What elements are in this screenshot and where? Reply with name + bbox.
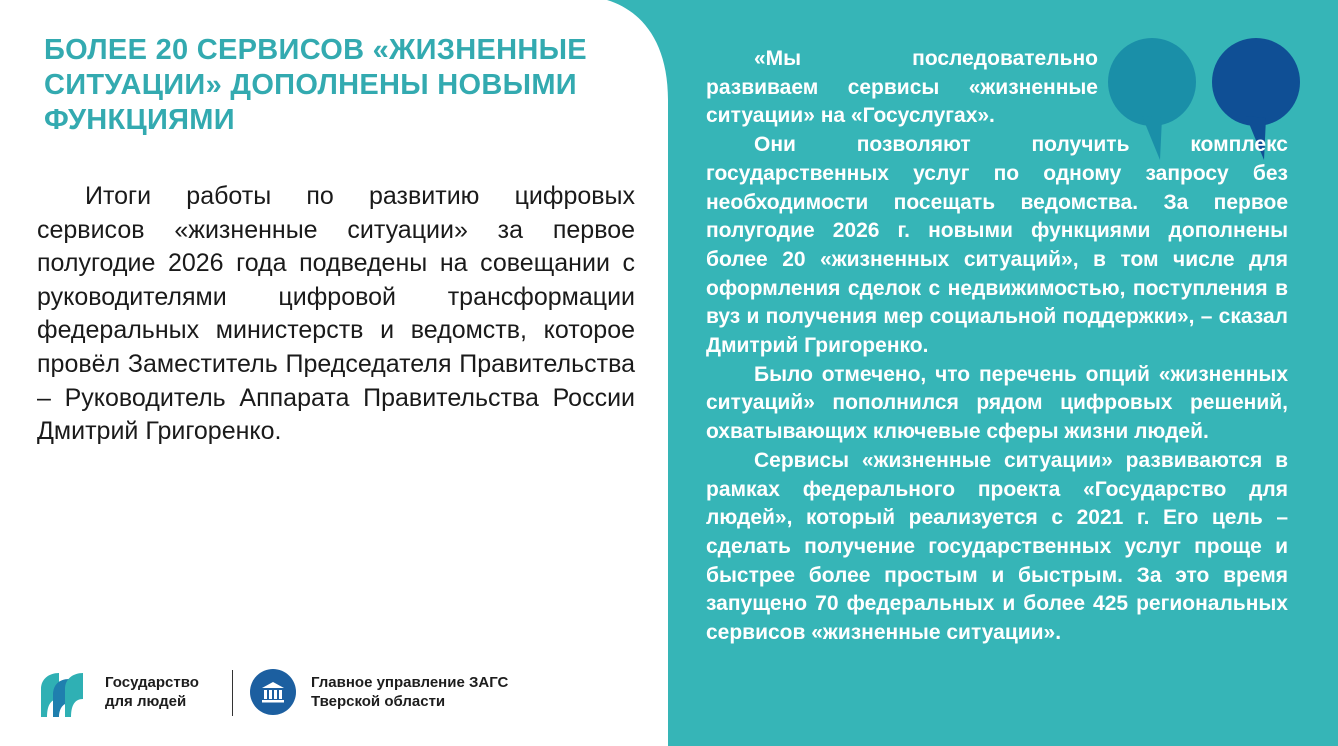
- quote-paragraph-1: Они позволяют получить комплекс государственных услуг по одному запросу без необходимости посещать ведомства. За первое полугодие 2026 г. новыми функциями дополнены более 20 «жизненных ситуаций», в том числе для оформления сделок с недвижимостью, поступления в вуз и получения мер социальной поддержки», – сказал Дмитрий Григоренко.: [706, 133, 1288, 358]
- footer: [37, 665, 597, 721]
- logo1-label: Государство для людей: [105, 674, 199, 710]
- footer-divider: [232, 670, 233, 716]
- logo2-label: Главное управление ЗАГС Тверской области: [311, 674, 509, 710]
- body-text: Итоги работы по развитию цифровых сервисов «жизненные ситуации» за первое полугодие 2026 года подведены на совещании с руководителями цифровой трансформации федеральных министерств и ведомств, которое провёл Заместитель Председателя Правительства – Руководитель Аппарата Правительства России Дмитрий Григоренко.: [37, 182, 635, 446]
- page-title: БОЛЕЕ 20 СЕРВИСОВ «ЖИЗНЕННЫЕ СИТУАЦИИ» ДОПОЛНЕНЫ НОВЫМИ ФУНКЦИЯМИ: [44, 34, 587, 136]
- building-emblem-icon: [250, 669, 296, 715]
- quote-block: [706, 45, 1288, 648]
- quote-paragraph-3: Сервисы «жизненные ситуации» развиваются в рамках федерального проекта «Государство для людей», который реализуется с 2021 г. Его цель – сделать получение государственных услуг проще и быстрее более простым и быстрым. За это время запущено 70 федеральных и более 425 региональных сервисов «жизненные ситуации».: [706, 448, 1288, 645]
- quote-paragraph-2: Было отмечено, что перечень опций «жизненных ситуаций» пополнился рядом цифровых решений, охватывающих ключевые сферы жизни людей.: [706, 362, 1288, 444]
- quote-intro: «Мы последовательно развиваем сервисы «жизненные ситуации» на «Госуслугах».: [706, 47, 1098, 128]
- state-for-people-logo-icon: [37, 669, 91, 719]
